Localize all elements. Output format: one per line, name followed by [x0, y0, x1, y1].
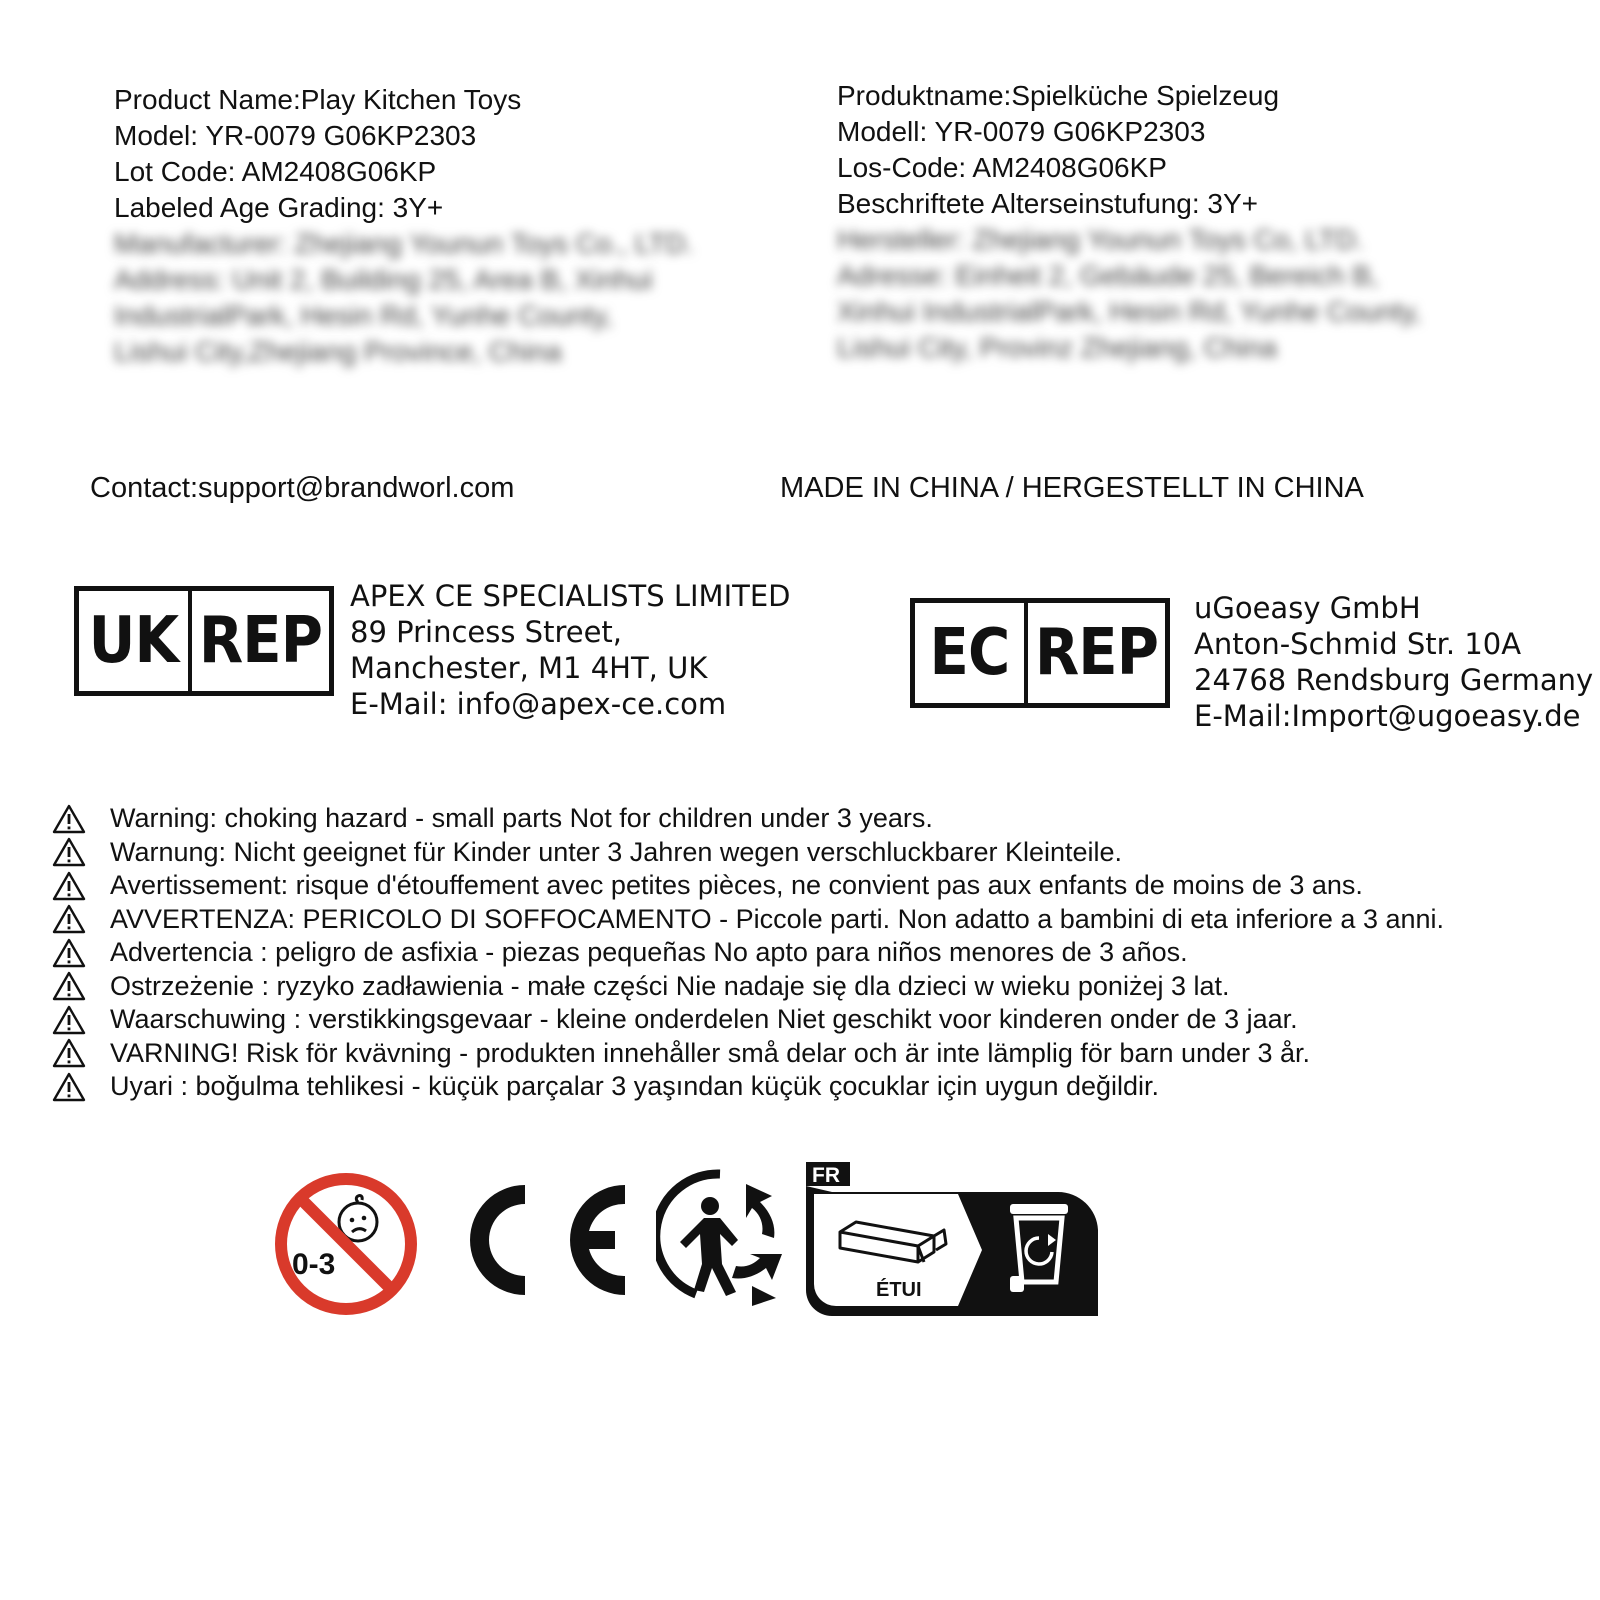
- uk-rep-email: E-Mail: info@apex-ce.com: [350, 687, 727, 721]
- info-tri-sorting-icon: [804, 1160, 1104, 1318]
- address-de-blurred-2: Xinhui IndustrialPark, Hesin Rd, Yunhe County,: [837, 296, 1422, 327]
- warning-row: [52, 903, 1444, 937]
- uk-rep-badge-left: UK: [88, 604, 179, 678]
- warning-text-sv: VARNING! Risk för kvävning - produkten innehåller små delar och är inte lämplig för barn under 3 år.: [110, 1037, 1311, 1068]
- product-info-en: [114, 82, 694, 370]
- product-name-en: Product Name:Play Kitchen Toys: [114, 84, 522, 115]
- uk-rep-badge: [74, 586, 334, 696]
- ec-rep-divider: [1024, 603, 1028, 703]
- ec-rep-city: 24768 Rendsburg Germany: [1194, 663, 1594, 697]
- triman-country-label: FR: [812, 1164, 840, 1187]
- warning-text-tr: Uyari : boğulma tehlikesi - küçük parçalar 3 yaşından küçük çocuklar için uygun değildir.: [110, 1071, 1160, 1102]
- warning-text-fr: Avertissement: risque d'étouffement avec petites pièces, ne convient pas aux enfants de moins de 3 ans.: [110, 870, 1363, 901]
- model-en: Model: YR-0079 G06KP2303: [114, 120, 477, 151]
- uk-rep-badge-right: REP: [198, 604, 323, 678]
- triman-recycling-icon: [656, 1168, 796, 1308]
- warning-row: [52, 1037, 1444, 1071]
- ec-rep-badge: [910, 598, 1170, 708]
- address-de-blurred-1: Adresse: Einheit 2, Gebäude 25, Bereich B,: [837, 260, 1379, 291]
- uk-rep-city: Manchester, M1 4HT, UK: [350, 651, 708, 685]
- warning-row: [52, 802, 1444, 836]
- warning-triangle-icon: [52, 804, 86, 834]
- ec-rep-badge-left: EC: [929, 616, 1010, 690]
- ce-mark-icon: [455, 1175, 635, 1305]
- ec-rep-address: [1194, 590, 1593, 734]
- warning-triangle-icon: [52, 971, 86, 1001]
- warning-row: [52, 869, 1444, 903]
- uk-rep-address: [350, 578, 791, 722]
- warning-triangle-icon: [52, 904, 86, 934]
- uk-rep-street: 89 Princess Street,: [350, 615, 623, 649]
- warning-text-de: Warnung: Nicht geeignet für Kinder unter 3 Jahren wegen verschluckbarer Kleinteile.: [110, 836, 1123, 867]
- address-en-blurred-2: IndustrialPark, Hesin Rd, Yunhe County,: [114, 300, 613, 331]
- warning-triangle-icon: [52, 1038, 86, 1068]
- warning-text-es: Advertencia : peligro de asfixia - piezas pequeñas No apto para niños menores de 3 años.: [110, 937, 1188, 968]
- contact-email: Contact:support@brandworl.com: [90, 472, 515, 504]
- warning-row: [52, 1070, 1444, 1104]
- model-de: Modell: YR-0079 G06KP2303: [837, 116, 1206, 147]
- address-en-blurred-3: Lishui City,Zhejiang Province, China: [114, 336, 562, 367]
- warning-triangle-icon: [52, 837, 86, 867]
- warning-row: [52, 1003, 1444, 1037]
- product-info-de: [837, 78, 1421, 366]
- triman-item-label: ÉTUI: [876, 1279, 922, 1301]
- warning-list: [52, 802, 1444, 1104]
- warning-triangle-icon: [52, 938, 86, 968]
- uk-rep-company: APEX CE SPECIALISTS LIMITED: [350, 579, 791, 613]
- age-range-label: 0-3: [292, 1248, 336, 1281]
- warning-triangle-icon: [52, 871, 86, 901]
- ec-rep-street: Anton-Schmid Str. 10A: [1194, 627, 1522, 661]
- lot-code-en: Lot Code: AM2408G06KP: [114, 156, 437, 187]
- address-de-blurred-3: Lishui City, Provinz Zhejiang, China: [837, 332, 1277, 363]
- ec-rep-company: uGoeasy GmbH: [1194, 591, 1421, 625]
- warning-triangle-icon: [52, 1072, 86, 1102]
- age-0-3-warning-icon: [272, 1170, 420, 1318]
- warning-row: [52, 970, 1444, 1004]
- warning-text-nl: Waarschuwing : verstikkingsgevaar - kleine onderdelen Niet geschikt voor kinderen onder de 3 jaar.: [110, 1004, 1298, 1035]
- warning-text-it: AVVERTENZA: PERICOLO DI SOFFOCAMENTO - Piccole parti. Non adatto a bambini di eta inferiore a 3 anni.: [110, 903, 1445, 934]
- product-name-de: Produktname:Spielküche Spielzeug: [837, 80, 1280, 111]
- age-grading-en: Labeled Age Grading: 3Y+: [114, 192, 444, 223]
- warning-row: [52, 836, 1444, 870]
- warning-row: [52, 936, 1444, 970]
- uk-rep-divider: [188, 591, 192, 691]
- lot-code-de: Los-Code: AM2408G06KP: [837, 152, 1167, 183]
- warning-text-pl: Ostrzeżenie : ryzyko zadławienia - małe części Nie nadaje się dla dzieci w wieku poniżej 3 lat.: [110, 970, 1230, 1001]
- address-en-blurred-1: Address: Unit 2, Building 25, Area B, Xinhui: [114, 264, 653, 295]
- manufacturer-en-blurred: Manufacturer: Zhejiang Younun Toys Co., LTD.: [114, 228, 694, 259]
- ec-rep-badge-right: REP: [1034, 616, 1159, 690]
- manufacturer-de-blurred: Hersteller: Zhejiang Younun Toys Co, LTD.: [837, 224, 1364, 255]
- ec-rep-email: E-Mail:Import@ugoeasy.de: [1194, 699, 1581, 733]
- warning-text-en: Warning: choking hazard - small parts Not for children under 3 years.: [110, 803, 933, 834]
- made-in-label: MADE IN CHINA / HERGESTELLT IN CHINA: [780, 472, 1364, 504]
- age-grading-de: Beschriftete Alterseinstufung: 3Y+: [837, 188, 1259, 219]
- warning-triangle-icon: [52, 1005, 86, 1035]
